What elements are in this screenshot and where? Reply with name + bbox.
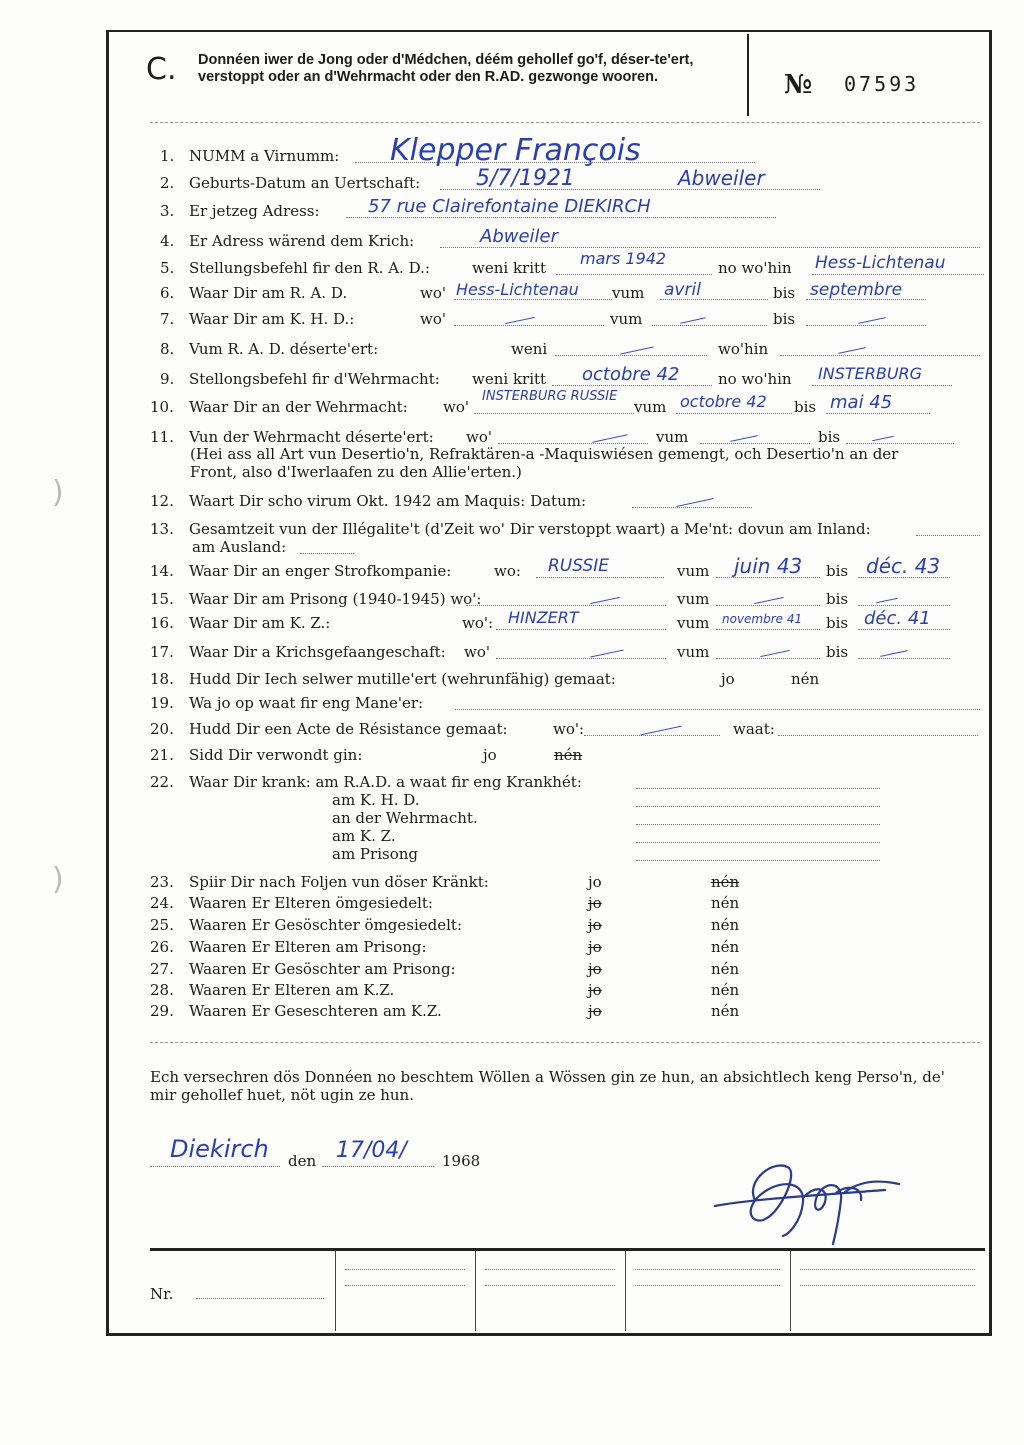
fill-line	[454, 325, 604, 326]
item-label: Geburts-Datum an Uertschaft:	[189, 174, 421, 192]
item-label: Hudd Dir Iech selwer mutille'ert (wehrunfähig) gemaat:	[189, 670, 616, 688]
penal-to-handwritten: déc. 43	[866, 554, 941, 578]
item-number: 20.	[150, 720, 174, 738]
item-number: 27.	[150, 960, 174, 978]
form-number: 07593	[844, 72, 920, 96]
answer-jo: jo	[588, 873, 602, 891]
vum-label: vum	[677, 614, 710, 632]
vum-label: vum	[612, 284, 645, 302]
item-label: Waar Dir am K. H. D.:	[189, 310, 355, 328]
fill-line	[858, 629, 950, 630]
bis-label: bis	[794, 398, 817, 416]
den-label: den	[288, 1152, 317, 1170]
wohin-label: no wo'hin	[718, 259, 792, 277]
item-number: 13.	[150, 520, 174, 538]
fill-line	[812, 274, 984, 275]
fill-line	[632, 507, 752, 508]
item-number: 19.	[150, 694, 174, 712]
fill-line	[556, 274, 712, 275]
fill-line	[826, 413, 930, 414]
rad-from-handwritten: avril	[664, 280, 701, 300]
vum-label: vum	[610, 310, 643, 328]
vum-label: vum	[677, 562, 710, 580]
fill-line	[636, 842, 880, 843]
answer-nen: nén	[711, 938, 740, 956]
item-label: Hudd Dir een Acte de Résistance gemaat:	[189, 720, 508, 738]
item-number: 3.	[160, 202, 175, 220]
sickness-sub-label: am Prisong	[332, 845, 418, 863]
item-number: 1.	[160, 147, 175, 165]
item-label: Stellongsbefehl fir d'Wehrmacht:	[189, 370, 440, 388]
item-label: Waart Dir scho virum Okt. 1942 am Maquis: Datum:	[189, 492, 587, 510]
wohin-label: no wo'hin	[718, 370, 792, 388]
item-label: Vum R. A. D. déserte'ert:	[189, 340, 379, 358]
item-label: Waaren Er Gesöschter ömgesiedelt:	[189, 916, 463, 934]
item-number: 23.	[150, 873, 174, 891]
item-label: Sidd Dir verwondt gin:	[189, 746, 363, 764]
item-number: 15.	[150, 590, 174, 608]
fill-line	[636, 860, 880, 861]
bis-label: bis	[818, 428, 841, 446]
answer-nen: nén	[711, 873, 740, 891]
item-label: Waaren Er Elteren ömgesiedelt:	[189, 894, 433, 912]
answer-jo: jo	[588, 894, 602, 912]
wehrmacht-order-handwritten: octobre 42	[582, 364, 680, 385]
weni-kritt-label: weni kritt	[472, 259, 547, 277]
item-label: Waar Dir am Prisong (1940-1945) wo':	[189, 590, 482, 608]
item-13-line2: am Ausland:	[192, 538, 287, 556]
item-label: Waaren Er Gesöschter am Prisong:	[189, 960, 456, 978]
fill-line	[916, 535, 980, 536]
item-11-note: (Hei ass all Art vun Desertio'n, Refraktären-a -Maquiswiésen gemengt, och Desertio'n an der Front, also d'Iwerlaafen zu den Allie'erten.)	[190, 445, 899, 481]
rad-destination-handwritten: Hess-Lichtenau	[815, 253, 946, 273]
answer-nen: nén	[711, 960, 740, 978]
footer-line	[800, 1285, 975, 1286]
item-label: Vun der Wehrmacht déserte'ert:	[189, 428, 434, 446]
margin-mark: )	[52, 475, 64, 510]
item-number: 9.	[160, 370, 175, 388]
footer-col-divider	[790, 1251, 791, 1331]
wo-label: wo'	[464, 643, 490, 661]
item-number: 24.	[150, 894, 174, 912]
wehrmacht-place-handwritten: INSTERBURG RUSSIE	[482, 389, 618, 404]
item-label: Waar Dir an der Wehrmacht:	[189, 398, 408, 416]
footer-line	[635, 1269, 780, 1270]
wo-label: wo':	[553, 720, 585, 738]
bis-label: bis	[826, 562, 849, 580]
item-label: Spiir Dir nach Foljen vun döser Kränkt:	[189, 873, 489, 891]
vum-label: vum	[677, 590, 710, 608]
wohin-label: wo'hin	[718, 340, 769, 358]
footer-line	[345, 1285, 465, 1286]
item-label: Stellungsbefehl fir den R. A. D.:	[189, 259, 430, 277]
item-number: 14.	[150, 562, 174, 580]
date-handwritten: 17/04/	[336, 1138, 407, 1163]
fill-line	[652, 325, 767, 326]
bis-label: bis	[826, 614, 849, 632]
fill-line	[498, 443, 648, 444]
address-handwritten: 57 rue Clairefontaine DIEKIRCH	[368, 196, 651, 217]
item-label: Gesamtzeit vun der Illégalite't (d'Zeit wo' Dir verstoppt waart) a Me'nt: dovun am Inland:	[189, 520, 871, 538]
item-number: 25.	[150, 916, 174, 934]
sickness-sub-label: am K. H. D.	[332, 791, 420, 809]
answer-nen: nén	[711, 981, 740, 999]
fill-line	[806, 325, 926, 326]
waat-label: waat:	[733, 720, 775, 738]
item-label: NUMM a Virnumm:	[189, 147, 340, 165]
name-handwritten: Klepper François	[390, 133, 641, 168]
wo-label: wo':	[462, 614, 494, 632]
wehrmacht-destination-handwritten: INSTERBURG	[818, 364, 923, 383]
item-label: Waaren Er Elteren am K.Z.	[189, 981, 395, 999]
camp-from-handwritten: novembre 41	[722, 612, 803, 626]
item-number: 6.	[160, 284, 175, 302]
fill-line	[636, 788, 880, 789]
answer-jo: jo	[588, 981, 602, 999]
place-handwritten: Diekirch	[170, 1135, 269, 1163]
answer-nen: nén	[711, 894, 740, 912]
fill-line	[536, 577, 664, 578]
item-label: Waar Dir krank: am R.A.D. a waat fir eng Krankhét:	[189, 773, 582, 791]
bis-label: bis	[826, 643, 849, 661]
vum-label: vum	[656, 428, 689, 446]
fill-line	[676, 413, 792, 414]
item-number: 21.	[150, 746, 174, 764]
footer-col-divider	[335, 1251, 336, 1331]
fill-line	[496, 629, 666, 630]
wo-label: wo'	[420, 284, 446, 302]
section-letter: C.	[146, 52, 177, 87]
fill-line	[716, 629, 820, 630]
vum-label: vum	[677, 643, 710, 661]
footer-line	[345, 1269, 465, 1270]
declaration-text: Ech versechren dös Donnéen no beschtem Wöllen a Wössen gin ze hun, an absichtlech keng Perso'n, de' mir gehollef huet, nöt ugin ze hun.	[150, 1068, 945, 1104]
wehrmacht-to-handwritten: mai 45	[830, 392, 893, 413]
footer-line	[485, 1285, 615, 1286]
item-number: 17.	[150, 643, 174, 661]
fill-line	[454, 299, 612, 300]
vum-label: vum	[634, 398, 667, 416]
item-label: Waar Dir am K. Z.:	[189, 614, 331, 632]
declaration-divider	[150, 1042, 980, 1043]
item-number: 10.	[150, 398, 174, 416]
item-number: 16.	[150, 614, 174, 632]
item-label: Er Adress wärend dem Krich:	[189, 232, 415, 250]
footer-col-divider	[625, 1251, 626, 1331]
fill-line	[716, 605, 820, 606]
fill-line	[858, 658, 950, 659]
fill-line	[466, 605, 666, 606]
answer-jo: jo	[588, 916, 602, 934]
nr-label: Nr.	[150, 1285, 174, 1303]
bis-label: bis	[773, 310, 796, 328]
fill-line	[778, 735, 978, 736]
fill-line	[716, 658, 820, 659]
margin-mark: )	[52, 862, 64, 897]
bis-label: bis	[773, 284, 796, 302]
weni-kritt-label: weni kritt	[472, 370, 547, 388]
fill-line	[846, 443, 954, 444]
item-number: 2.	[160, 174, 175, 192]
fill-line	[858, 605, 950, 606]
answer-nen: nén	[554, 746, 583, 764]
item-label: Waar Dir am R. A. D.	[189, 284, 348, 302]
fill-line	[700, 443, 810, 444]
footer-line	[800, 1269, 975, 1270]
wehrmacht-from-handwritten: octobre 42	[680, 392, 767, 411]
fill-line	[496, 658, 666, 659]
item-number: 11.	[150, 428, 174, 446]
answer-jo: jo	[721, 670, 735, 688]
item-label: Wa jo op waat fir eng Mane'er:	[189, 694, 424, 712]
camp-to-handwritten: déc. 41	[864, 608, 931, 629]
answer-nen: nén	[711, 916, 740, 934]
item-number: 12.	[150, 492, 174, 510]
rad-place-handwritten: Hess-Lichtenau	[456, 280, 579, 299]
answer-nen: nén	[711, 1002, 740, 1020]
header-divider	[150, 122, 980, 123]
header-separator	[747, 34, 749, 116]
item-number: 29.	[150, 1002, 174, 1020]
penal-from-handwritten: juin 43	[734, 554, 803, 578]
sickness-sub-label: am K. Z.	[332, 827, 396, 845]
fill-line	[346, 217, 776, 218]
nr-line	[196, 1298, 324, 1299]
fill-line	[455, 709, 980, 710]
place-line	[150, 1166, 280, 1167]
birth-place-handwritten: Abweiler	[678, 166, 765, 190]
section-title: Donnéen iwer de Jong oder d'Médchen, déém gehollef go'f, déser-te'ert, verstoppt oder an d'Wehrmacht oder den R.AD. gezwonge wooren.	[198, 52, 694, 85]
penal-company-handwritten: RUSSIE	[548, 556, 609, 576]
footer-line	[485, 1269, 615, 1270]
bis-label: bis	[826, 590, 849, 608]
wo-label: wo'	[420, 310, 446, 328]
item-number: 4.	[160, 232, 175, 250]
fill-line	[780, 355, 980, 356]
item-label: Waar Dir an enger Strofkompanie:	[189, 562, 452, 580]
fill-line	[474, 413, 634, 414]
item-label: Er jetzeg Adress:	[189, 202, 320, 220]
fill-line	[555, 355, 707, 356]
item-number: 28.	[150, 981, 174, 999]
weni-label: weni	[511, 340, 548, 358]
item-label: Waaren Er Elteren am Prisong:	[189, 938, 427, 956]
camp-place-handwritten: HINZERT	[508, 608, 579, 627]
item-number: 7.	[160, 310, 175, 328]
footer-line	[635, 1285, 780, 1286]
item-number: 26.	[150, 938, 174, 956]
wo-label: wo'	[466, 428, 492, 446]
footer-col-divider	[475, 1251, 476, 1331]
item-label: Waar Dir a Krichsgefaangeschaft:	[189, 643, 446, 661]
date-line	[322, 1166, 434, 1167]
rad-order-handwritten: mars 1942	[580, 249, 667, 268]
answer-jo: jo	[483, 746, 497, 764]
signature	[685, 1140, 925, 1250]
item-label: Waaren Er Geseschteren am K.Z.	[189, 1002, 442, 1020]
wo-label: wo:	[494, 562, 521, 580]
fill-line	[552, 385, 712, 386]
number-label: №	[784, 70, 813, 100]
answer-jo: jo	[588, 938, 602, 956]
footer-table	[150, 1251, 985, 1331]
answer-jo: jo	[588, 1002, 602, 1020]
fill-line	[636, 806, 880, 807]
item-number: 22.	[150, 773, 174, 791]
fill-line	[812, 385, 952, 386]
item-number: 18.	[150, 670, 174, 688]
year-label: 1968	[442, 1152, 481, 1170]
war-address-handwritten: Abweiler	[480, 226, 559, 247]
birth-date-handwritten: 5/7/1921	[476, 166, 575, 191]
answer-nen: nén	[791, 670, 820, 688]
answer-jo: jo	[588, 960, 602, 978]
fill-line	[300, 553, 354, 554]
fill-line	[636, 824, 880, 825]
fill-line	[440, 247, 980, 248]
rad-to-handwritten: septembre	[810, 280, 903, 300]
fill-line	[584, 735, 720, 736]
sickness-sub-label: an der Wehrmacht.	[332, 809, 478, 827]
item-number: 5.	[160, 259, 175, 277]
item-number: 8.	[160, 340, 175, 358]
wo-label: wo'	[443, 398, 469, 416]
